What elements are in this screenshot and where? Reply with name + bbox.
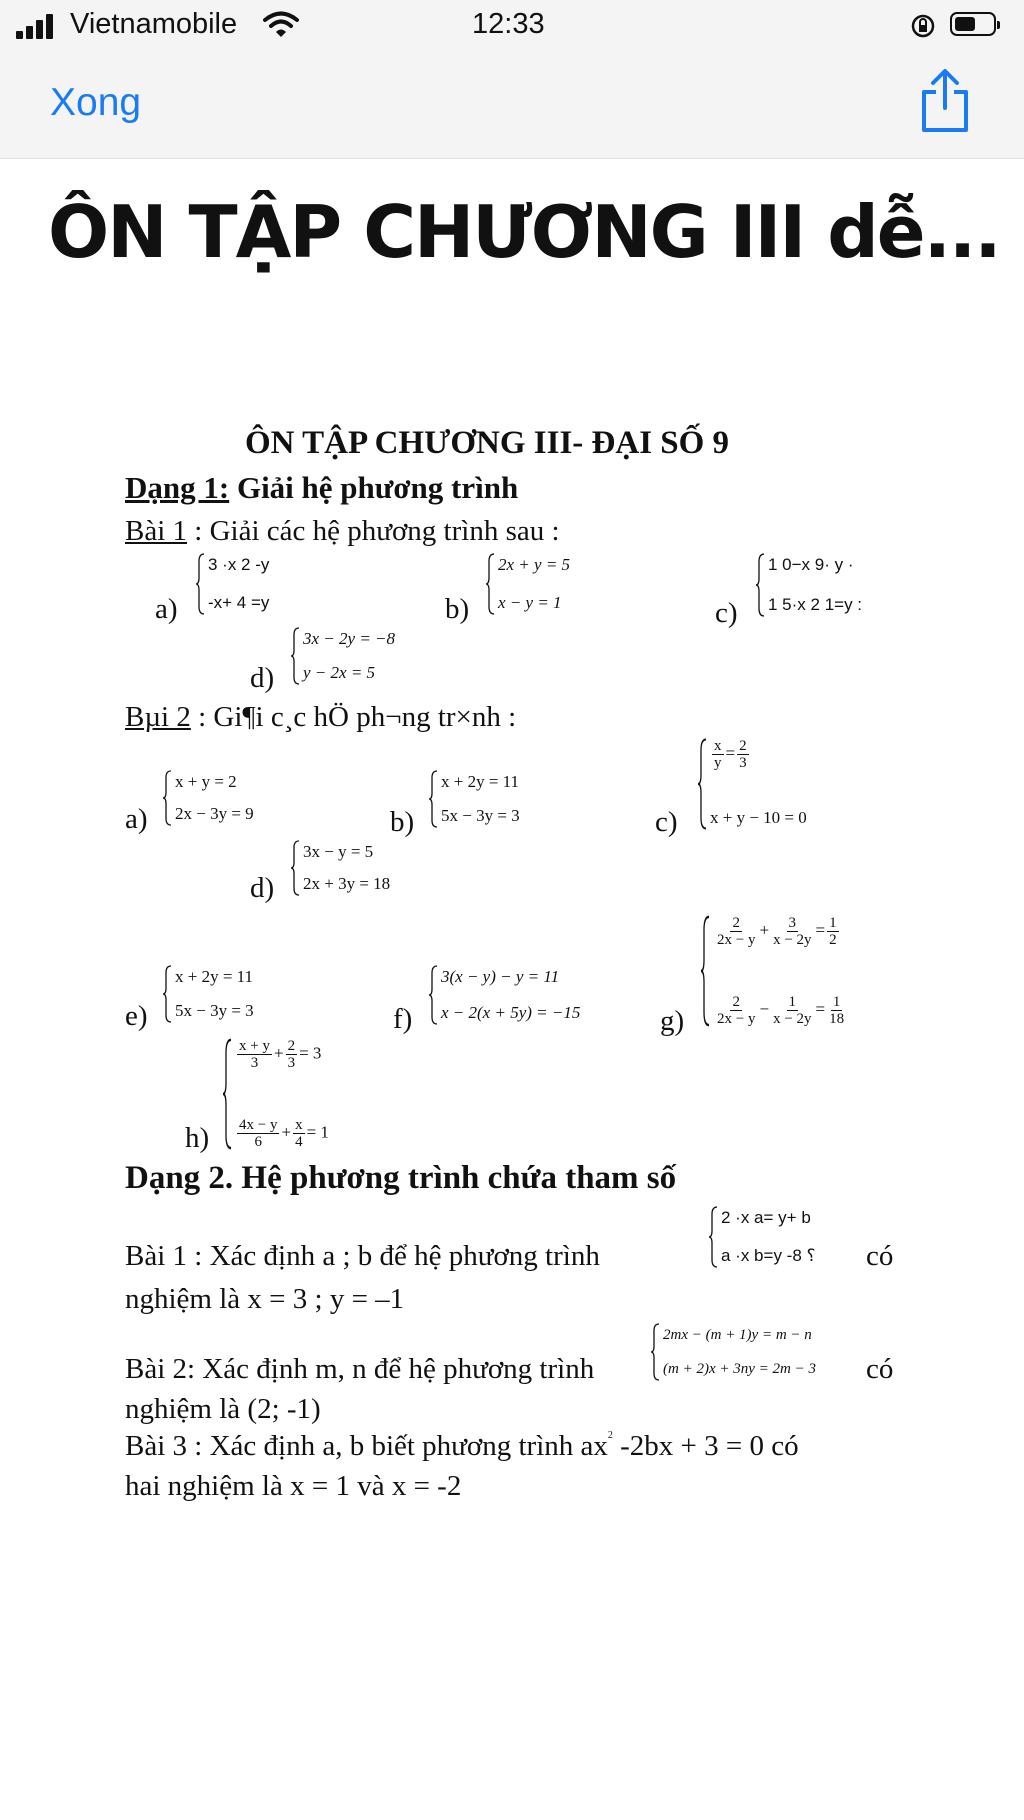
equals-value: = 3	[299, 1043, 322, 1063]
equation-line	[235, 1038, 329, 1071]
item-label: a)	[155, 593, 178, 625]
equation-line: x + y = 2	[175, 772, 237, 791]
exponent: 2	[607, 1430, 613, 1441]
equation-system-p2	[650, 1323, 816, 1381]
denominator: 3	[250, 1055, 259, 1071]
param-exercise-1-cont: nghiệm là x = 3 ; y = –1	[125, 1283, 405, 1315]
exercise-label: Bài 1	[125, 515, 188, 547]
exercise-label: Bµi 2	[125, 701, 191, 733]
equation-system-1a	[195, 553, 269, 615]
equation-system-1b	[485, 553, 570, 615]
item-label: b)	[390, 806, 415, 838]
item-label: d)	[250, 872, 275, 904]
equation-line: -x+ 4 =y	[208, 593, 270, 612]
numerator: 2	[287, 1038, 296, 1054]
equation-line: x + 2y = 11	[175, 967, 254, 986]
section-dang-1	[125, 470, 518, 506]
equation-system-2d	[290, 840, 390, 896]
operator: +	[281, 1122, 292, 1142]
equation-line: 2x − 3y = 9	[175, 804, 254, 823]
equation-line: 3x − y = 5	[303, 842, 374, 861]
numerator: x	[714, 738, 722, 754]
denominator: 2x − y	[717, 1011, 756, 1027]
equals: =	[815, 999, 826, 1019]
operator: +	[273, 1043, 284, 1063]
equation-line: 3x − 2y = −8	[303, 629, 396, 648]
text-part: -2bx + 3 = 0 có	[612, 1430, 799, 1462]
equation-line: a ·x b=y -8 ؟	[721, 1246, 816, 1265]
equation-line: x + y − 10 = 0	[710, 808, 807, 827]
navigation-bar	[0, 52, 1024, 159]
denominator: 2	[829, 932, 837, 948]
section-dang-2: Dạng 2. Hệ phương trình chứa tham số	[125, 1160, 677, 1196]
denominator: 3	[739, 755, 747, 771]
param-exercise-2: Bài 2: Xác định m, n để hệ phương trình	[125, 1353, 595, 1385]
item-label: c)	[655, 806, 678, 838]
numerator: 1	[832, 994, 841, 1010]
wifi-icon	[263, 11, 299, 44]
done-button[interactable]: Xong	[50, 81, 142, 124]
equation-line: 3 ·x 2 -y	[208, 555, 270, 574]
numerator: 4x − y	[239, 1117, 278, 1133]
equation-system-2g	[700, 915, 848, 1027]
equation-line: 5x − 3y = 3	[441, 806, 520, 825]
exercise-text: : Gi¶i c¸c hÖ ph¬ng tr×nh :	[190, 701, 517, 733]
equation-line: y − 2x = 5	[303, 663, 376, 682]
share-icon[interactable]	[916, 68, 974, 139]
item-label: c)	[715, 597, 738, 629]
numerator: 2	[732, 915, 740, 931]
equation-system-2a	[162, 770, 254, 826]
param-exercise-3-cont: hai nghiệm là x = 1 và x = -2	[125, 1470, 462, 1502]
denominator: y	[714, 755, 722, 771]
item-label: b)	[445, 593, 470, 625]
operator: +	[759, 920, 770, 940]
equation-line: x + 2y = 11	[441, 772, 520, 791]
clock-time: 12:33	[472, 8, 545, 40]
operator: −	[759, 999, 770, 1019]
carrier-name: Vietnamobile	[70, 8, 238, 40]
equation-system-2b	[428, 770, 520, 828]
numerator: 1	[829, 915, 837, 931]
equation-system-2e	[162, 965, 254, 1023]
equation-line	[710, 738, 807, 771]
item-label: f)	[393, 1003, 413, 1035]
item-label: h)	[185, 1122, 210, 1154]
equation-line: x − 2(x + 5y) = −15	[441, 1003, 581, 1022]
text-tail: có	[866, 1240, 894, 1272]
equation-line: x − y = 1	[498, 593, 562, 612]
equation-system-2h	[222, 1038, 329, 1150]
item-label: g)	[660, 1005, 685, 1037]
document-title: ÔN TẬP CHƯƠNG III dễ...	[48, 190, 1000, 274]
denominator: 3	[287, 1055, 296, 1071]
equation-line: 2x + 3y = 18	[303, 874, 391, 893]
denominator: 18	[829, 1011, 845, 1027]
item-label: e)	[125, 1000, 148, 1032]
exercise-1-heading	[125, 515, 560, 548]
equation-line	[235, 1117, 329, 1150]
exercise-text: : Giải các hệ phương trình sau :	[187, 515, 560, 547]
section-text: Giải hệ phương trình	[229, 470, 519, 505]
equation-line: 2x + y = 5	[498, 555, 571, 574]
equals: =	[725, 743, 736, 763]
equation-system-p1	[708, 1206, 816, 1268]
numerator: 1	[788, 994, 797, 1010]
rotation-lock-icon	[910, 13, 936, 44]
numerator: x + y	[239, 1038, 270, 1054]
denominator: x − 2y	[773, 932, 812, 948]
equation-system-1c	[755, 553, 862, 617]
numerator: x	[295, 1117, 303, 1133]
equation-line	[713, 915, 848, 948]
numerator: 2	[739, 738, 747, 754]
equation-system-1d	[290, 627, 395, 685]
equation-line: 3(x − y) − y = 11	[441, 967, 560, 986]
worksheet-heading: ÔN TẬP CHƯƠNG III- ĐẠI SỐ 9	[245, 425, 730, 461]
equation-system-2f	[428, 965, 580, 1025]
text-tail: có	[866, 1353, 894, 1385]
equation-line: 5x − 3y = 3	[175, 1001, 254, 1020]
equation-line: 1 5·x 2 1=y :	[768, 595, 863, 614]
equation-line: (m + 2)x + 3ny = 2m − 3	[663, 1361, 816, 1377]
denominator: 4	[295, 1134, 303, 1150]
numerator: 3	[788, 915, 797, 931]
equals-value: = 1	[306, 1122, 329, 1142]
param-exercise-2-cont: nghiệm là (2; -1)	[125, 1393, 321, 1425]
param-exercise-1: Bài 1 : Xác định a ; b để hệ phương trình	[125, 1240, 600, 1272]
equation-system-2c	[697, 738, 807, 830]
section-label: Dạng 1:	[125, 470, 230, 505]
equation-line: 2mx − (m + 1)y = m − n	[663, 1327, 812, 1343]
battery-icon	[950, 12, 996, 36]
denominator: 6	[254, 1134, 262, 1150]
exercise-2-heading	[125, 701, 516, 734]
status-bar	[0, 0, 1024, 52]
numerator: 2	[732, 994, 740, 1010]
text-part: Bài 3 : Xác định a, b biết phương trình ax	[125, 1430, 608, 1462]
denominator: x − 2y	[773, 1011, 812, 1027]
denominator: 2x − y	[717, 932, 756, 948]
param-exercise-3	[125, 1430, 799, 1463]
equals: =	[815, 920, 826, 940]
equation-line	[713, 994, 848, 1027]
signal-icon	[16, 13, 60, 39]
item-label: d)	[250, 662, 275, 694]
equation-line: 2 ·x a= y+ b	[721, 1208, 811, 1227]
item-label: a)	[125, 803, 148, 835]
equation-line: 1 0−x 9· y ·	[768, 555, 854, 574]
